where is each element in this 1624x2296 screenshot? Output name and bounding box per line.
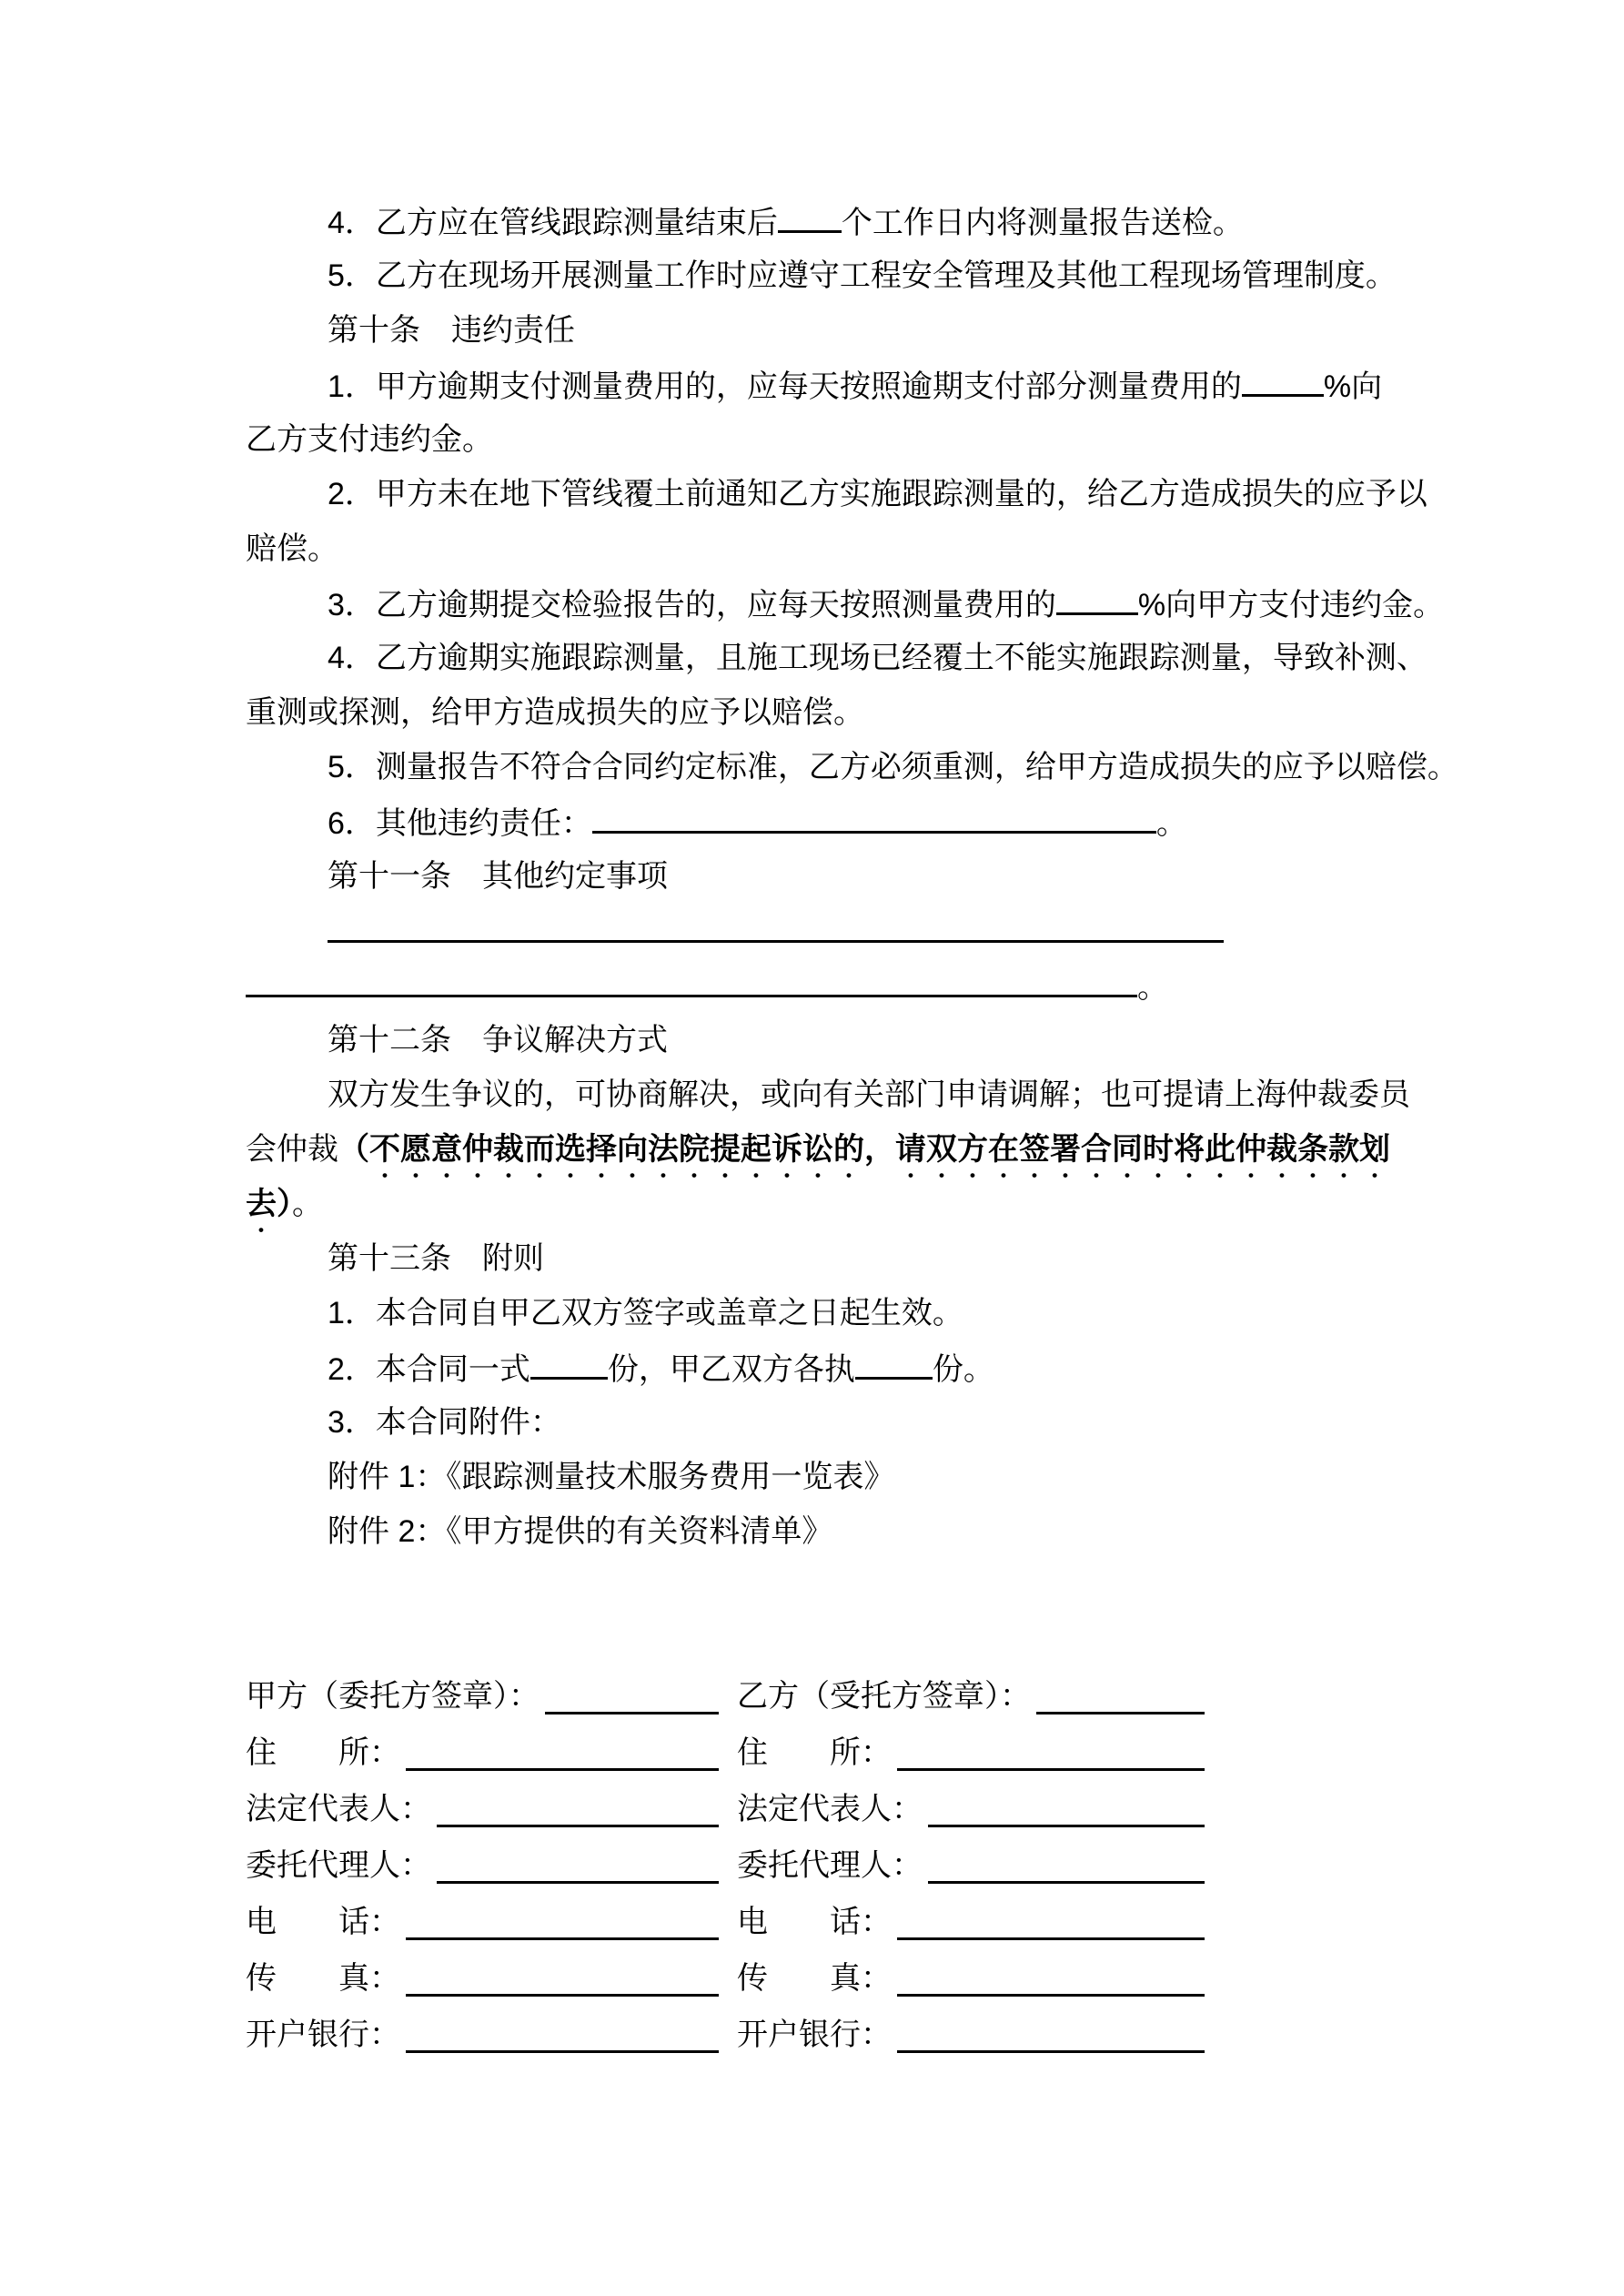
- signature-cell-right: [737, 2007, 1205, 2063]
- signature-cell-right: [737, 1894, 1205, 1950]
- doc-line: [246, 1286, 1394, 1340]
- signature-blank-underline: [1036, 1668, 1205, 1714]
- doc-line: [246, 1504, 1394, 1559]
- signature-label: 委托代理人：: [246, 1848, 431, 1883]
- signature-label: 法定代表人：: [737, 1792, 923, 1826]
- signature-cell-right: [737, 1668, 1205, 1725]
- signature-label: 传 真：: [737, 1961, 892, 1996]
- signature-blank-underline: [437, 1837, 719, 1884]
- text-run: %向: [1323, 369, 1383, 404]
- doc-line: [246, 904, 1394, 958]
- doc-line: [246, 1177, 1394, 1231]
- signature-label: 电 话：: [737, 1905, 892, 1939]
- text-run: 3．本合同附件：: [328, 1405, 561, 1440]
- signature-label: 开户银行：: [737, 2018, 892, 2052]
- doc-line: [246, 576, 1445, 631]
- text-run: 6．其他违约责任：: [328, 806, 592, 841]
- doc-line: [246, 1450, 1394, 1504]
- document-body: [246, 194, 1458, 1668]
- text-run: 赔偿。: [246, 531, 338, 566]
- text-run: 附件 2：《甲方提供的有关资料清单》: [328, 1514, 833, 1549]
- text-run: 会仲裁: [246, 1132, 338, 1167]
- signature-cell-left: [246, 1837, 719, 1894]
- text-run: 重测或探测，给甲方造成损失的应予以赔偿。: [246, 695, 864, 730]
- signature-label: 委托代理人：: [737, 1848, 923, 1883]
- signature-row: [246, 1668, 1394, 1725]
- signature-cell-left: [246, 1894, 719, 1950]
- text-run: 份。: [932, 1352, 994, 1387]
- signature-block: [246, 1668, 1394, 2063]
- signature-blank-underline: [406, 1950, 719, 1997]
- signature-label: 法定代表人：: [246, 1792, 431, 1826]
- blank-underline-field: [855, 1340, 933, 1380]
- signature-cell-left: [246, 1781, 719, 1837]
- text-run: 份，甲乙双方各执: [607, 1352, 855, 1387]
- doc-line: [246, 1067, 1410, 1122]
- text-run: 。: [292, 1187, 323, 1221]
- blank-underline-field: [246, 958, 1137, 997]
- text-run: 个工作日内将测量报告送检。: [841, 206, 1244, 240]
- signature-cell-left: [246, 1668, 719, 1725]
- signature-blank-underline: [897, 1950, 1205, 1997]
- signature-blank-underline: [545, 1668, 719, 1714]
- blank-underline-field: [1056, 576, 1138, 615]
- signature-blank-underline: [406, 1894, 719, 1940]
- doc-line: [246, 794, 1394, 849]
- signature-blank-underline: [406, 1725, 719, 1771]
- text-run: 2．本合同一式: [328, 1352, 530, 1387]
- blank-underline-field: [530, 1340, 608, 1380]
- signature-row: [246, 1781, 1394, 1837]
- doc-line: [246, 412, 1394, 467]
- signature-label: 电 话：: [246, 1905, 400, 1939]
- doc-line: [246, 194, 1394, 248]
- signature-blank-underline: [928, 1837, 1205, 1884]
- document-content: [246, 194, 1458, 2063]
- emphasized-text-run: 去）: [246, 1187, 292, 1221]
- text-run: 4．乙方应在管线跟踪测量结束后: [328, 206, 778, 240]
- doc-line: [246, 685, 1394, 740]
- spacer-line: [246, 1559, 1394, 1613]
- doc-line: [246, 358, 1394, 412]
- clause-heading: [246, 1231, 1394, 1286]
- signature-blank-underline: [897, 1894, 1205, 1940]
- doc-line: [246, 1395, 1394, 1450]
- signature-row: [246, 1837, 1394, 1894]
- doc-line: [246, 1340, 1394, 1395]
- text-run: 2．甲方未在地下管线覆土前通知乙方实施跟踪测量的，给乙方造成损失的应予以: [328, 477, 1427, 511]
- blank-underline-field: [592, 794, 1156, 834]
- text-run: 4．乙方逾期实施跟踪测量，且施工现场已经覆土不能实施跟踪测量，导致补测、: [328, 641, 1427, 675]
- signature-cell-right: [737, 1725, 1205, 1781]
- doc-line: [246, 1122, 1394, 1177]
- emphasized-text-run: （不愿意仲裁而选择向法院提起诉讼的，请双方在签署合同时将此仲裁条款划: [338, 1132, 1390, 1167]
- text-run: 第十一条 其他约定事项: [328, 859, 668, 894]
- signature-cell-right: [737, 1950, 1205, 2007]
- signature-cell-right: [737, 1781, 1205, 1837]
- signature-blank-underline: [406, 2007, 719, 2053]
- text-run: 附件 1：《跟踪测量技术服务费用一览表》: [328, 1460, 895, 1494]
- signature-cell-right: [737, 1837, 1205, 1894]
- signature-row: [246, 2007, 1394, 2063]
- blank-underline-field: [778, 194, 842, 233]
- signature-cell-left: [246, 2007, 719, 2063]
- signature-label: 住 所：: [737, 1735, 892, 1770]
- doc-line: [246, 467, 1427, 521]
- signature-blank-underline: [897, 1725, 1205, 1771]
- signature-label: 甲方（委托方签章）：: [246, 1679, 540, 1714]
- signature-label: 乙方（受托方签章）：: [737, 1679, 1031, 1714]
- text-run: %向甲方支付违约金。: [1137, 588, 1445, 622]
- clause-heading: [246, 303, 1394, 358]
- text-run: 。: [1155, 806, 1187, 841]
- doc-line: [246, 631, 1427, 685]
- spacer-line: [246, 1613, 1394, 1668]
- signature-label: 传 真：: [246, 1961, 400, 1996]
- doc-line: [246, 521, 1394, 576]
- doc-line: [246, 740, 1458, 794]
- signature-cell-left: [246, 1950, 719, 2007]
- signature-blank-underline: [928, 1781, 1205, 1827]
- text-run: 1．甲方逾期支付测量费用的，应每天按照逾期支付部分测量费用的: [328, 369, 1242, 404]
- signature-row: [246, 1894, 1394, 1950]
- text-run: 3．乙方逾期提交检验报告的，应每天按照测量费用的: [328, 588, 1056, 622]
- text-run: 5．乙方在现场开展测量工作时应遵守工程安全管理及其他工程现场管理制度。: [328, 258, 1397, 293]
- clause-heading: [246, 849, 1394, 904]
- clause-heading: [246, 1013, 1394, 1067]
- signature-cell-left: [246, 1725, 719, 1781]
- signature-blank-underline: [897, 2007, 1205, 2053]
- blank-underline-field: [328, 904, 1224, 943]
- text-run: 。: [1137, 970, 1168, 1005]
- signature-blank-underline: [437, 1781, 719, 1827]
- text-run: 5．测量报告不符合合同约定标准，乙方必须重测，给甲方造成损失的应予以赔偿。: [328, 750, 1458, 784]
- text-run: 第十条 违约责任: [328, 313, 575, 348]
- doc-line: [246, 248, 1397, 303]
- text-run: 双方发生争议的，可协商解决，或向有关部门申请调解；也可提请上海仲裁委员: [328, 1077, 1410, 1112]
- text-run: 第十二条 争议解决方式: [328, 1023, 668, 1057]
- signature-label: 开户银行：: [246, 2018, 400, 2052]
- signature-row: [246, 1725, 1394, 1781]
- signature-label: 住 所：: [246, 1735, 400, 1770]
- text-run: 第十三条 附则: [328, 1241, 544, 1276]
- text-run: 1．本合同自甲乙双方签字或盖章之日起生效。: [328, 1296, 963, 1330]
- blank-underline-field: [1242, 358, 1324, 397]
- signature-row: [246, 1950, 1394, 2007]
- doc-line: [246, 958, 1394, 1013]
- text-run: 乙方支付违约金。: [246, 422, 493, 457]
